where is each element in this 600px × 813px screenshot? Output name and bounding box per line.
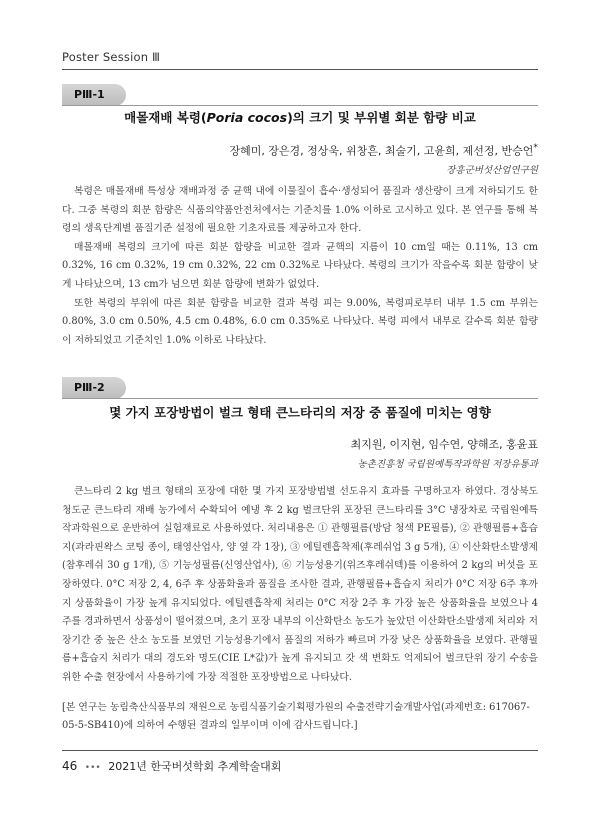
article-2-badge: PⅢ-2 bbox=[62, 377, 126, 399]
article-2-authors: 최지원, 이지현, 임수연, 양해조, 홍윤표 bbox=[350, 438, 538, 451]
article-1-paragraph: 매몰재배 복령의 크기에 따른 회분 함량을 비교한 결과 균핵의 지름이 10 cm일 때는 0.11%, 13 cm 0.32%, 16 cm 0.32%, 19 cm 0.32%, 22 cm 0.32%로 나타났다. 복령의 크기가 작을수록 회분 함량이 낮게 나타났으며, 13 cm가 넘으면 회분 함량에 변화가 없었다. bbox=[62, 241, 538, 290]
article-2-title: 몇 가지 포장방법이 벌크 형태 큰느타리의 저장 중 품질에 미치는 영향 bbox=[109, 405, 491, 420]
article-1-badge: PⅢ-1 bbox=[62, 84, 126, 106]
article-2-badge-rule bbox=[62, 398, 538, 399]
corresponding-author-mark: * bbox=[533, 142, 538, 153]
article-1-title-scientific-name: Poria cocos bbox=[206, 110, 288, 125]
running-header: Poster Session Ⅲ bbox=[62, 50, 161, 64]
article-2-body bbox=[62, 483, 538, 688]
footer-rule bbox=[62, 750, 538, 751]
page-footer bbox=[62, 758, 281, 774]
article-1-title: 매몰재배 복령(Poria cocos)의 크기 및 부위별 회분 함량 비교 bbox=[124, 110, 476, 125]
article-1-body bbox=[62, 183, 538, 350]
article-1-affiliation: 장흥군버섯산업연구원 bbox=[446, 165, 538, 176]
article-2-paragraph: 큰느타리 2 kg 벌크 형태의 포장에 대한 몇 가지 포장방법별 선도유지 효과를 구명하고자 하였다. 경상북도 청도군 큰느타리 재배 농가에서 수확되어 예냉 후 2 kg 벌크단위 포장된 큰느타리를 3°C 냉장차로 국립원예특작과학원으로 운반하여 실험재료로 사용하였다. 처리내용은 ① 관행필름(방담 청색 PE필름), ② 관행필름+흡습지(과라핀왁스 코팅 종이, 태영산업사, 양 옆 각 1장), ③ 에틸렌흡착제(후레쉬업 3 g 5개), ④ 이산화탄소발생제(참후레쉬 30 g 1개), ⑤ 기능성필름(신영산업사), ⑥ 기능성용기(위즈후레쉬텍)를 이용하여 2 kg의 버섯을 포장하였다. 0°C 저장 2, 4, 6주 후 상품화율과 품질을 조사한 결과, 관행필름+흡습지 처리가 0°C 저장 6주 후까지 상품화율이 가장 높게 유지되었다. 에틸렌흡착제 처리는 0°C 저장 2주 후 가장 높은 상품화율을 보였으나 4주를 경과하면서 상품성이 떨어졌으며, 초기 포장 내부의 이산화탄소 농도가 높았던 이산화탄소발생제 처리와 저장기간 중 높은 산소 농도를 보였던 기능성용기에서 품질의 저하가 빠르며 가장 낮은 상품화율을 보였다. 관행필름+흡습지 처리가 대의 경도와 명도(CIE L*값)가 높게 유지되고 갓 색 변화도 억제되어 벌크단위 장기 수송을 위한 수출 현장에서 사용하기에 가장 적절한 포장방법으로 나타났다. bbox=[62, 486, 538, 683]
footer-separator: ••• bbox=[84, 763, 101, 773]
page-number: 46 bbox=[62, 759, 78, 773]
article-1-badge-rule bbox=[62, 105, 538, 106]
article-1-paragraph: 복령은 매몰재배 특성상 재배과정 중 균핵 내에 이물질이 흡수·생성되어 품질과 생산량이 크게 저하되기도 한다. 그중 복령의 회분 함량은 식품의약품안전처에서는 기준치를 1.0% 이하로 고시하고 있다. 본 연구를 통해 복령의 생육단계별 품질기준 설정에 필요한 기초자료를 제공하고자 한다. bbox=[62, 186, 538, 235]
article-2-affiliation: 농촌진흥청 국립원예특작과학원 저장유통과 bbox=[357, 459, 538, 470]
conference-name: 2021년 한국버섯학회 추계학술대회 bbox=[108, 760, 282, 773]
article-1-authors: 장혜미, 장은경, 정상욱, 위창흔, 최술기, 고윤희, 제선정, 반승언* bbox=[229, 142, 538, 158]
article-2-acknowledgement: [본 연구는 농림축산식품부의 재원으로 농림식품기술기획평가원의 수출전략기술개발사업(과제번호: 617067-05-5-SB410)에 의하여 수행된 결과의 일부이며 이에 감사드립니다.] bbox=[62, 702, 530, 731]
article-1-paragraph: 또한 복령의 부위에 따른 회분 함량을 비교한 결과 복령 피는 9.00%, 복령피로부터 내부 1.5 cm 부위는 0.80%, 3.0 cm 0.50%, 4.5 cm 0.48%, 6.0 cm 0.35%로 나타났다. 복령 피에서 내부로 갈수록 회분 함량이 저하되었고 기준치인 1.0% 이하로 나타났다. bbox=[62, 297, 538, 346]
header-rule bbox=[62, 69, 538, 70]
